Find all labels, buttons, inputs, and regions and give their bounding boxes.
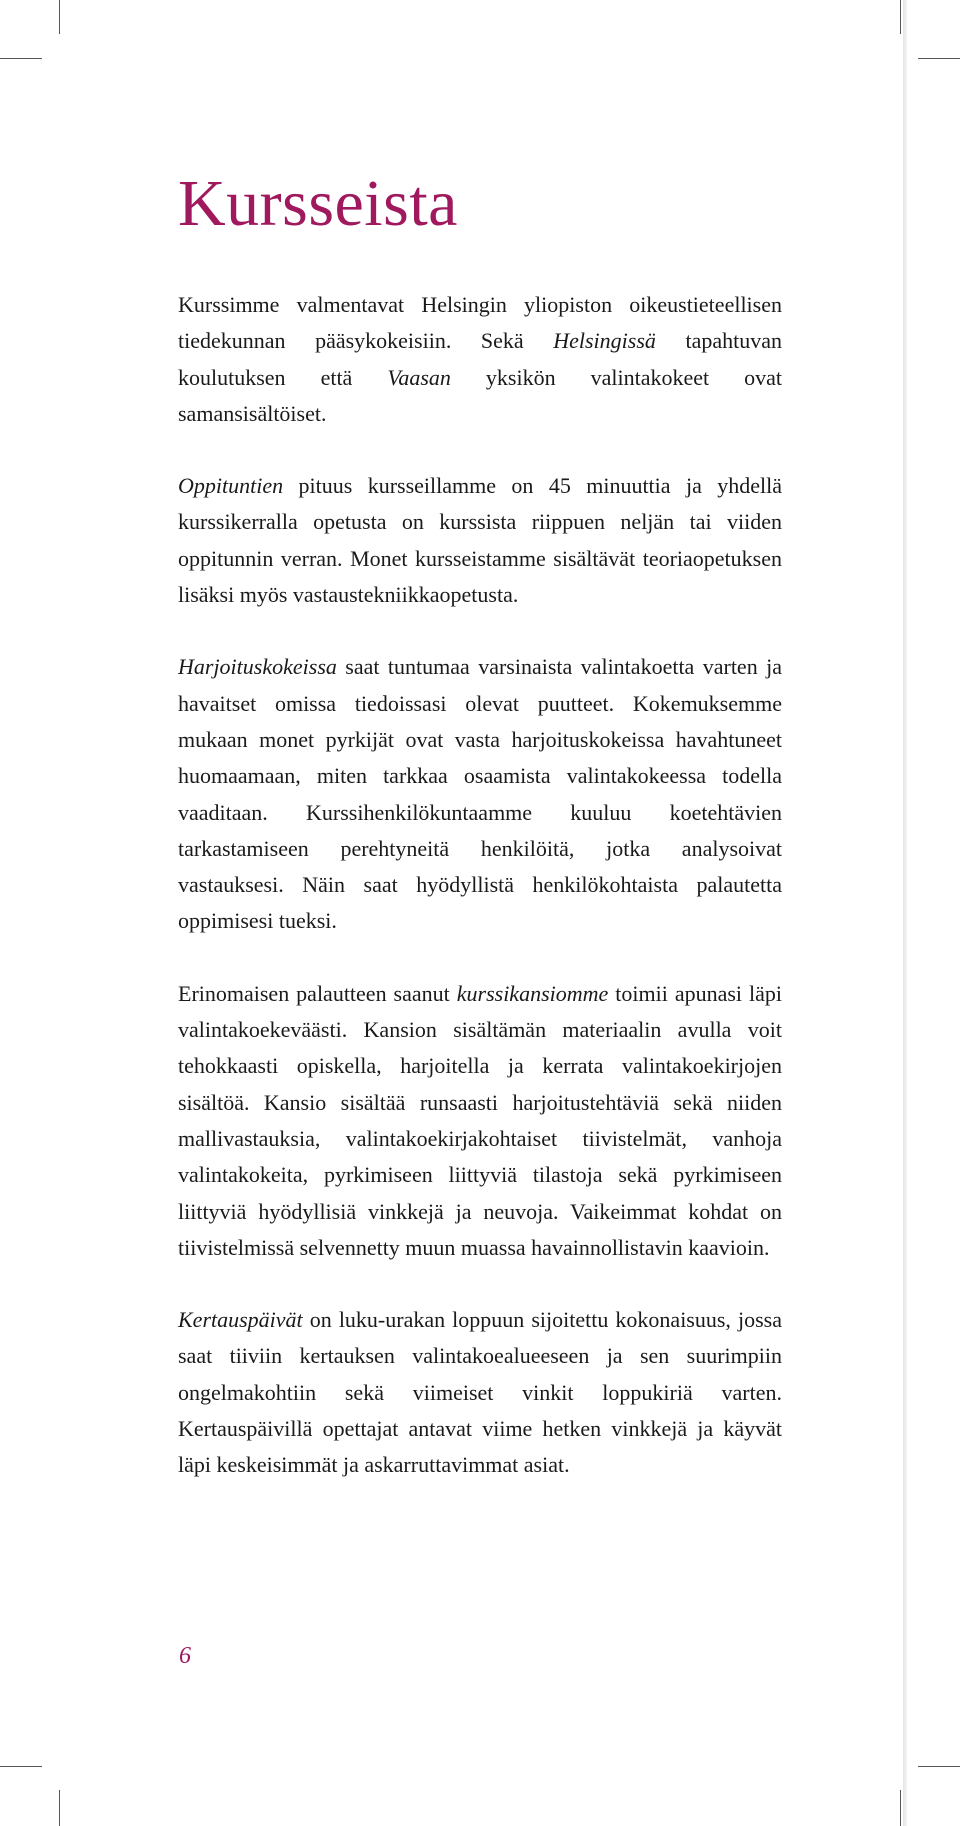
body-text bbox=[178, 287, 782, 1520]
paragraph bbox=[178, 1302, 782, 1483]
crop-mark-bottom-right-horizontal bbox=[918, 1766, 960, 1767]
crop-mark-top-right-horizontal bbox=[918, 58, 960, 59]
emphasized-term: kurssikansiomme bbox=[456, 980, 609, 1006]
paragraph-text: Erinomaisen palautteen saanut bbox=[178, 980, 457, 1006]
paragraph-text: tapahtuvan koulutuksen että bbox=[178, 328, 782, 390]
paragraph-text: pituus kursseillamme on 45 minuuttia ja yhdellä kurssikerralla opetusta on kurssista riippuen neljän tai viiden oppitunnin verran. Monet kursseistamme sisältävät teoriaopetuksen lisäksi myös vastaustekniikkaopetusta. bbox=[178, 473, 782, 608]
emphasized-term: Oppituntien bbox=[178, 473, 284, 499]
emphasized-term: Helsingissä bbox=[553, 328, 656, 354]
paragraph-text: toimii apunasi läpi valintakoekeväästi. Kansion sisältämän materiaalin avulla voit tehokkaasti opiskella, harjoitella ja kerrata valintakoekirjojen sisältöä. Kansio sisältää runsaasti harjoitustehtäviä sekä niiden mallivastauksia, valintakoekirjakohtaiset tiivistelmät, vanhoja valintakokeita, pyrkimiseen liittyviä tilastoja sekä pyrkimiseen liittyviä hyödyllisiä vinkkejä ja neuvoja. Vaikeimmat kohdat on tiivistelmissä selvennetty muun muassa havainnollistavin kaavioin. bbox=[178, 980, 782, 1260]
crop-mark-top-right-vertical bbox=[900, 0, 901, 34]
page-number: 6 bbox=[179, 1643, 191, 1669]
page-title: Kursseista bbox=[178, 167, 458, 240]
paragraph-text: on luku-urakan loppuun sijoitettu kokonaisuus, jossa saat tiiviin kertauksen valintakoealueeseen ja sen suurimpiin ongelmakohtiin sekä viimeiset vinkit loppukiriä varten. Kertauspäivillä opettajat antavat viime hetken vinkkejä ja käyvät läpi keskeisimmät ja askarruttavimmat asiat. bbox=[178, 1307, 782, 1478]
emphasized-term: Vaasan bbox=[387, 364, 451, 390]
crop-mark-top-left-vertical bbox=[59, 0, 60, 34]
paragraph bbox=[178, 287, 782, 432]
crop-mark-bottom-left-horizontal bbox=[0, 1766, 42, 1767]
page-edge-divider bbox=[903, 0, 907, 1826]
paragraph bbox=[178, 976, 782, 1266]
crop-mark-top-left-horizontal bbox=[0, 58, 42, 59]
paragraph bbox=[178, 468, 782, 613]
paragraph-text: saat tuntumaa varsinaista valintakoetta varten ja havaitset omissa tiedoissasi olevat puutteet. Kokemuksemme mukaan monet pyrkijät ovat vasta harjoituskokeissa havahtuneet huomaamaan, miten tarkkaa osaamista valintakokeessa todella vaaditaan. Kurssihenkilökuntaamme kuuluu koetehtävien tarkastamiseen perehtyneitä henkilöitä, jotka analysoivat vastauksesi. Näin saat hyödyllistä henkilökohtaista palautetta oppimisesi tueksi. bbox=[178, 654, 782, 934]
paragraph-text: yksikön valintakokeet ovat samansisältöiset. bbox=[178, 364, 783, 426]
emphasized-term: Kertauspäivät bbox=[178, 1307, 303, 1333]
crop-mark-bottom-right-vertical bbox=[900, 1790, 901, 1826]
paragraph bbox=[178, 649, 782, 939]
emphasized-term: Harjoituskokeissa bbox=[178, 654, 337, 680]
paragraph-text: Kurssimme valmentavat Helsingin yliopiston oikeustieteellisen tiedekunnan pääsykokeisiin. Sekä bbox=[178, 292, 782, 354]
crop-mark-bottom-left-vertical bbox=[59, 1790, 60, 1826]
